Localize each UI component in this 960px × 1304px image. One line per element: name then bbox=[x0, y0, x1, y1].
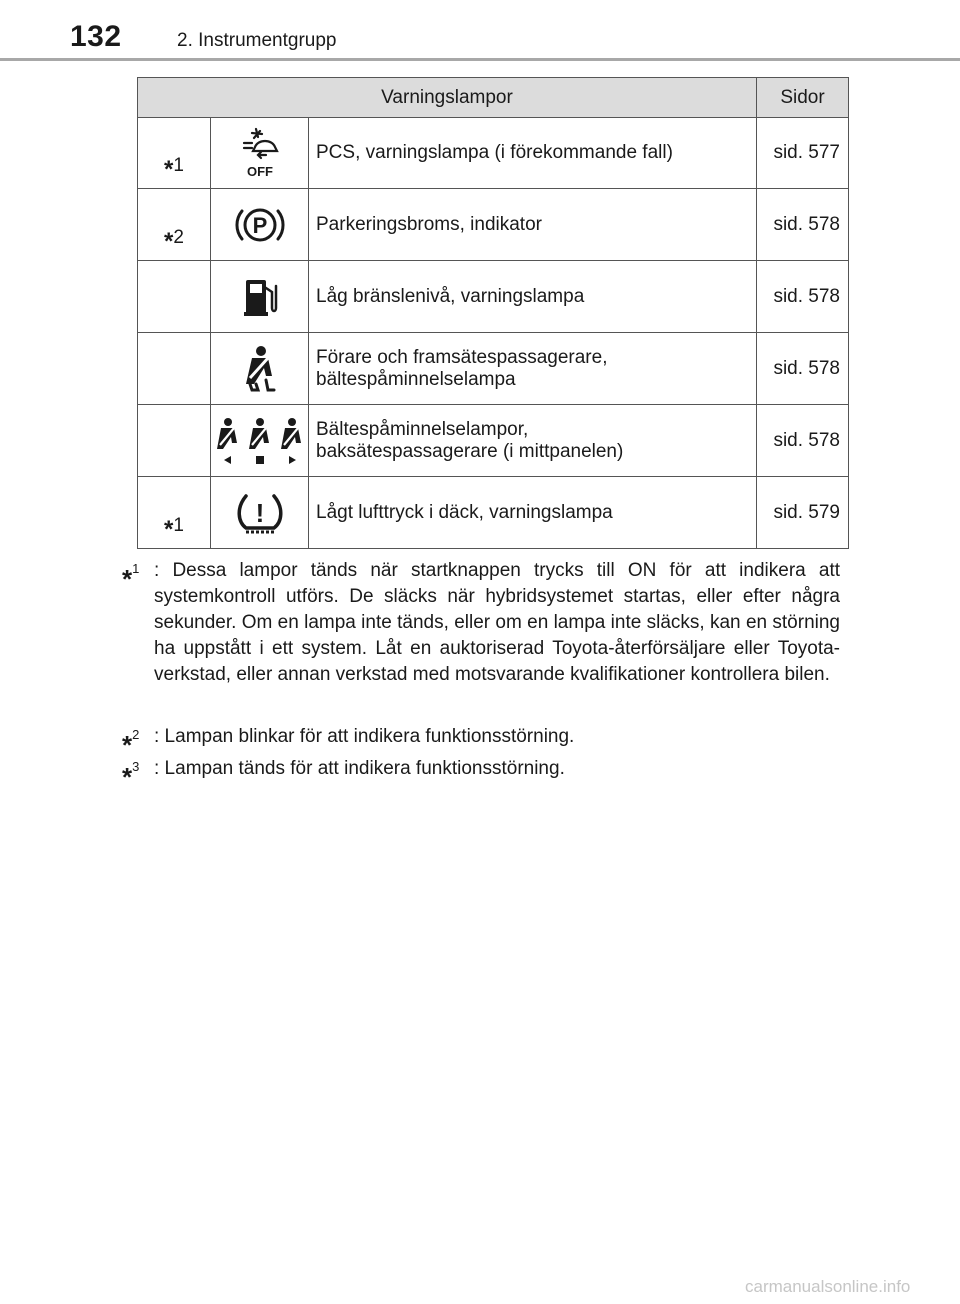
footnote-marker bbox=[138, 405, 211, 477]
footnote-marker bbox=[138, 261, 211, 333]
footnote-2 bbox=[122, 724, 840, 761]
column-header-lamps: Varningslampor bbox=[138, 78, 757, 118]
page-number: 132 bbox=[70, 20, 122, 53]
footnotes bbox=[122, 558, 840, 793]
footnote-marker: *1 bbox=[138, 118, 211, 189]
fuel-pump-icon bbox=[211, 261, 309, 333]
lamp-description: Låg bränslenivå, varningslampa bbox=[309, 261, 757, 333]
table-row bbox=[138, 405, 849, 477]
footnote-key: *$^2$ bbox=[122, 727, 140, 761]
lamp-description: Lågt lufttryck i däck, varningslampa bbox=[309, 477, 757, 549]
tire-pressure-icon bbox=[211, 477, 309, 549]
footnote-marker: *2 bbox=[138, 189, 211, 261]
footnote-text: : Lampan blinkar för att indikera funktionsstörning. bbox=[154, 726, 575, 747]
page-reference: sid. 579 bbox=[757, 477, 849, 549]
page-reference: sid. 577 bbox=[757, 118, 849, 189]
seatbelt-icon bbox=[211, 333, 309, 405]
parking-brake-icon bbox=[211, 189, 309, 261]
chapter-title: 2. Instrumentgrupp bbox=[177, 30, 337, 51]
warning-lamps-table bbox=[137, 77, 849, 549]
watermark: carmanualsonline.info bbox=[745, 1277, 911, 1296]
pcs-off-icon bbox=[211, 118, 309, 189]
footnote-text: : Dessa lampor tänds när startknappen trycks till ON för att indikera att systemkontroll utförs. De släcks när hybridsystemet startas, eller efter några sekunder. Om en lampa inte tänds, eller om en lampa inte släcks, kan en störning ha uppstått i ett system. Låt en auktoriserad Toyota-återförsäljare eller Toyota-verkstad, eller annan verkstad med motsvarande kvalifikationer kontrollera bilen. bbox=[154, 560, 840, 685]
svg-text:!: ! bbox=[255, 497, 264, 528]
footnote-marker bbox=[138, 333, 211, 405]
lamp-description: Bältespåminnelselampor, baksätespassagerare (i mittpanelen) bbox=[309, 405, 757, 477]
lamp-description: Förare och framsätespassagerare, bältespåminnelselampa bbox=[309, 333, 757, 405]
lamp-description: Parkeringsbroms, indikator bbox=[309, 189, 757, 261]
footnote-text: : Lampan tänds för att indikera funktionsstörning. bbox=[154, 758, 565, 779]
table-row bbox=[138, 333, 849, 405]
footnote-key: *$^1$ bbox=[122, 561, 140, 595]
table-header-row bbox=[138, 78, 849, 118]
footnote-marker: *1 bbox=[138, 477, 211, 549]
header-divider bbox=[0, 58, 960, 61]
footnote-3 bbox=[122, 756, 840, 793]
page-reference: sid. 578 bbox=[757, 333, 849, 405]
table-row bbox=[138, 261, 849, 333]
svg-text:P: P bbox=[252, 212, 267, 238]
page-reference: sid. 578 bbox=[757, 189, 849, 261]
svg-text:OFF: OFF bbox=[246, 164, 273, 179]
footnote-key: *$^3$ bbox=[122, 759, 140, 793]
table-row bbox=[138, 118, 849, 189]
table-row bbox=[138, 477, 849, 549]
page-reference: sid. 578 bbox=[757, 261, 849, 333]
lamp-description: PCS, varningslampa (i förekommande fall) bbox=[309, 118, 757, 189]
column-header-pages: Sidor bbox=[757, 78, 849, 118]
footnote-1 bbox=[122, 558, 840, 718]
page-reference: sid. 578 bbox=[757, 405, 849, 477]
rear-seatbelts-icon bbox=[211, 405, 309, 477]
page-header bbox=[0, 0, 960, 62]
table-row bbox=[138, 189, 849, 261]
